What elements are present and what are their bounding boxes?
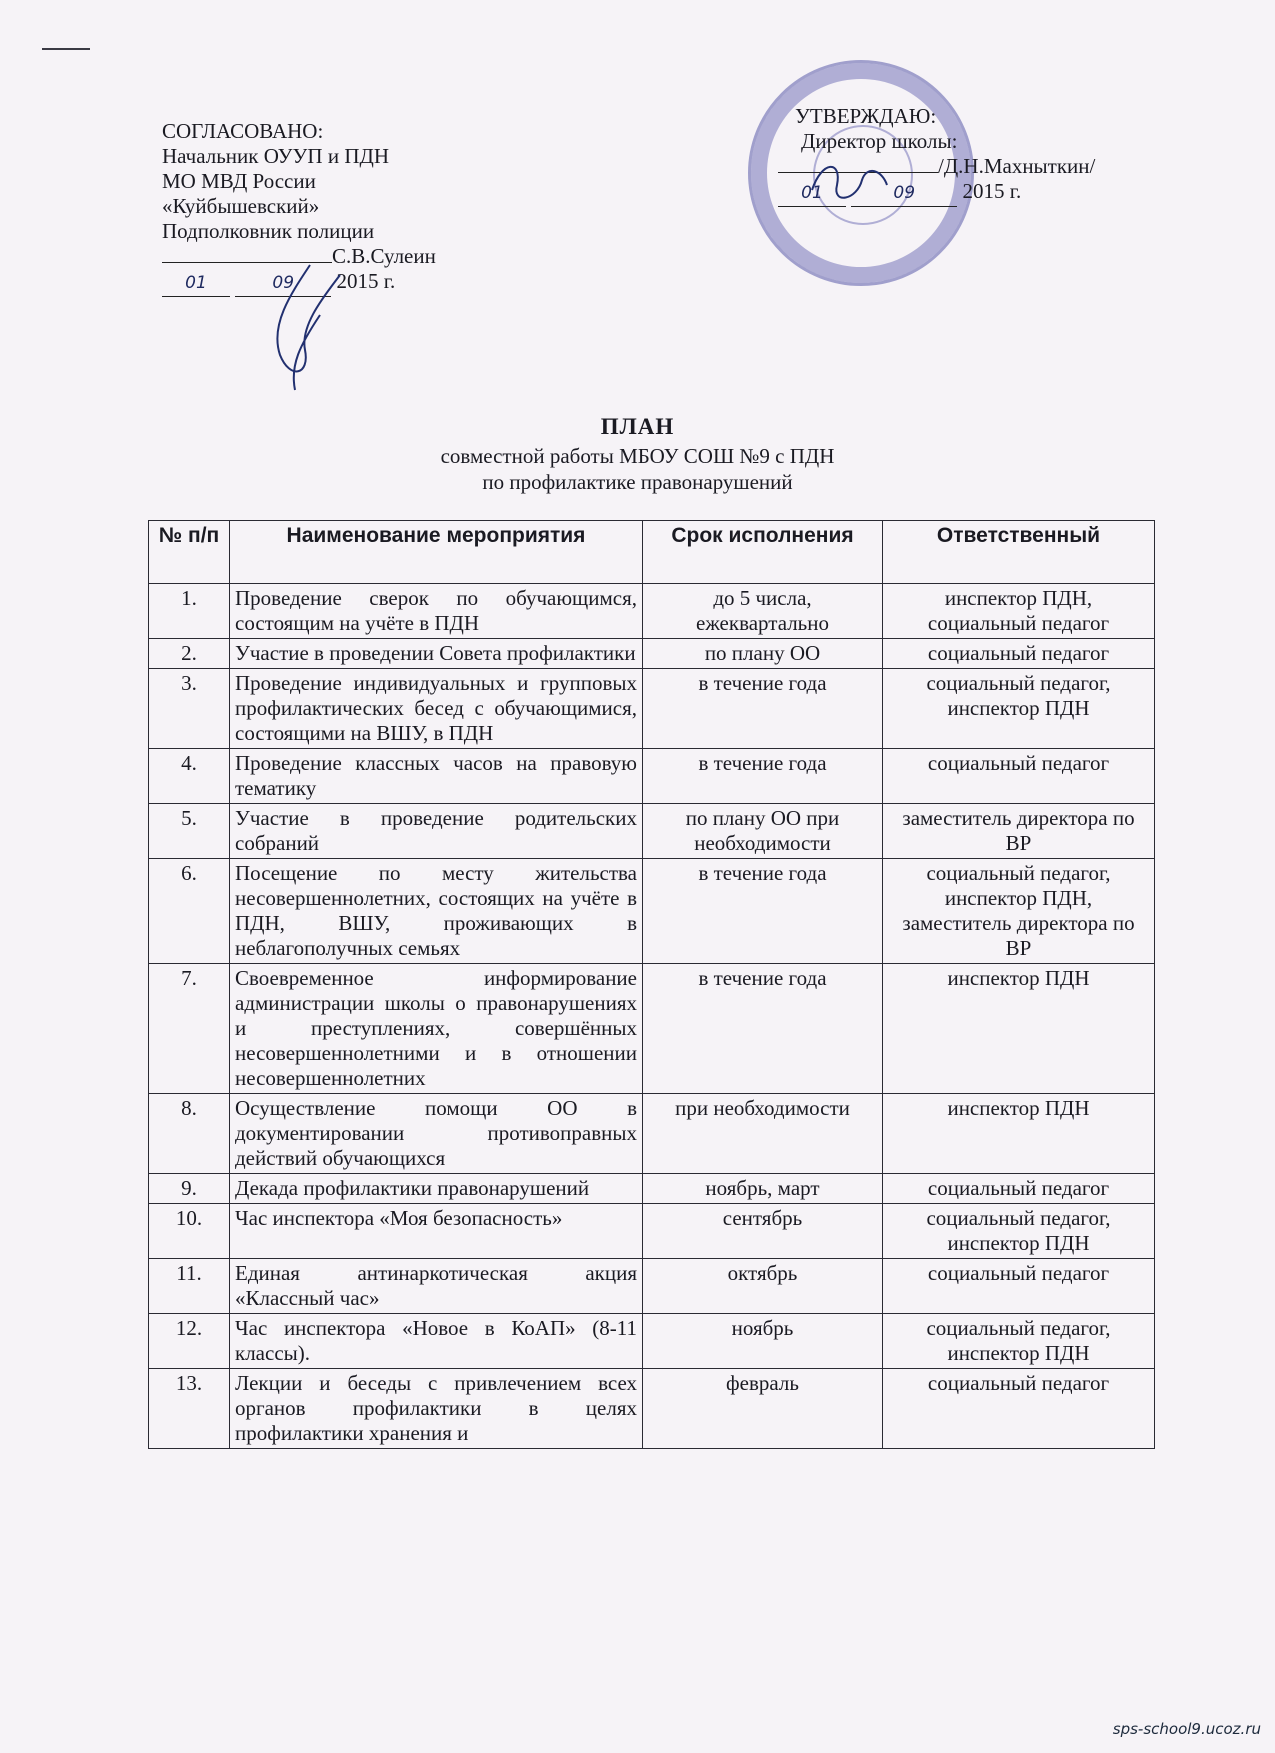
row-responsible: социальный педагог: [883, 639, 1155, 669]
plan-title: ПЛАН: [600, 414, 675, 439]
row-responsible: социальный педагог: [883, 1259, 1155, 1314]
row-number: 13.: [149, 1369, 230, 1449]
header-term: Срок исполнения: [643, 521, 883, 584]
row-event: Своевременное информирование администрации школы о правонарушениях и преступлениях, совершённых несовершеннолетними и в отношении несовершеннолетних: [230, 964, 643, 1094]
row-term: в течение года: [643, 749, 883, 804]
approved-line: Директор школы:: [801, 129, 958, 153]
table-row: [149, 1259, 1155, 1314]
approved-month: 09: [893, 183, 916, 203]
row-responsible: заместитель директора по ВР: [883, 804, 1155, 859]
table-row: [149, 639, 1155, 669]
approved-line: УТВЕРЖДАЮ:: [795, 104, 937, 128]
agreed-year: 2015 г.: [336, 269, 396, 293]
row-number: 9.: [149, 1174, 230, 1204]
row-term: ноябрь: [643, 1314, 883, 1369]
agreed-day: 01: [185, 273, 207, 293]
row-number: 3.: [149, 669, 230, 749]
row-event: Час инспектора «Новое в КоАП» (8-11 классы).: [230, 1314, 643, 1369]
row-responsible: инспектор ПДН, социальный педагог: [883, 584, 1155, 639]
row-term: по плану ОО при необходимости: [643, 804, 883, 859]
row-term: в течение года: [643, 859, 883, 964]
row-number: 6.: [149, 859, 230, 964]
row-number: 11.: [149, 1259, 230, 1314]
row-term: ноябрь, март: [643, 1174, 883, 1204]
row-responsible: социальный педагог, инспектор ПДН: [883, 669, 1155, 749]
site-watermark: sps-school9.ucoz.ru: [1112, 1720, 1261, 1738]
row-event: Лекции и беседы с привлечением всех органов профилактики в целях профилактики хранения и: [230, 1369, 643, 1449]
table-row: [149, 749, 1155, 804]
row-number: 12.: [149, 1314, 230, 1369]
table-row: [149, 1369, 1155, 1449]
row-event: Декада профилактики правонарушений: [230, 1174, 643, 1204]
header-responsible: Ответственный: [883, 521, 1155, 584]
table-row: [149, 804, 1155, 859]
table-row: [149, 1174, 1155, 1204]
table-row: [149, 1204, 1155, 1259]
table-row: [149, 584, 1155, 639]
table-row: [149, 964, 1155, 1094]
row-responsible: инспектор ПДН: [883, 1094, 1155, 1174]
row-number: 4.: [149, 749, 230, 804]
row-number: 7.: [149, 964, 230, 1094]
table-header-row: [149, 521, 1155, 584]
row-event: Осуществление помощи ОО в документировании противоправных действий обучающихся: [230, 1094, 643, 1174]
row-number: 2.: [149, 639, 230, 669]
row-event: Проведение индивидуальных и групповых профилактических бесед с обучающимися, состоящими на ВШУ, в ПДН: [230, 669, 643, 749]
row-term: февраль: [643, 1369, 883, 1449]
row-event: Посещение по месту жительства несовершеннолетних, состоящих на учёте в ПДН, ВШУ, проживающих в неблагополучных семьях: [230, 859, 643, 964]
table-row: [149, 669, 1155, 749]
row-term: октябрь: [643, 1259, 883, 1314]
row-responsible: социальный педагог, инспектор ПДН: [883, 1314, 1155, 1369]
approved-year: 2015 г.: [962, 179, 1022, 203]
plan-subtitle: по профилактике правонарушений: [482, 470, 793, 494]
row-responsible: социальный педагог: [883, 1174, 1155, 1204]
scan-mark: [42, 48, 90, 50]
row-event: Участие в проведении Совета профилактики: [230, 639, 643, 669]
row-responsible: социальный педагог, инспектор ПДН, заместитель директора по ВР: [883, 859, 1155, 964]
row-responsible: социальный педагог, инспектор ПДН: [883, 1204, 1155, 1259]
signature-right: [802, 150, 892, 220]
table-row: [149, 1314, 1155, 1369]
row-number: 8.: [149, 1094, 230, 1174]
row-responsible: инспектор ПДН: [883, 964, 1155, 1094]
plan-subtitle: совместной работы МБОУ СОШ №9 с ПДН: [440, 444, 835, 468]
row-event: Час инспектора «Моя безопасность»: [230, 1204, 643, 1259]
table-row: [149, 1094, 1155, 1174]
header-event: Наименование мероприятия: [230, 521, 643, 584]
agreed-line: Подполковник полиции: [162, 219, 375, 243]
table-row: [149, 859, 1155, 964]
row-event: Единая антинаркотическая акция «Классный час»: [230, 1259, 643, 1314]
row-term: в течение года: [643, 669, 883, 749]
row-event: Проведение классных часов на правовую тематику: [230, 749, 643, 804]
agreed-line: СОГЛАСОВАНО:: [162, 119, 324, 143]
header-number: № п/п: [149, 521, 230, 584]
signature-left: [250, 255, 360, 395]
agreed-line: «Куйбышевский»: [162, 194, 320, 218]
row-term: при необходимости: [643, 1094, 883, 1174]
row-term: по плану ОО: [643, 639, 883, 669]
row-number: 1.: [149, 584, 230, 639]
agreed-line: МО МВД России: [162, 169, 316, 193]
row-event: Участие в проведение родительских собраний: [230, 804, 643, 859]
row-number: 10.: [149, 1204, 230, 1259]
row-event: Проведение сверок по обучающимся, состоящим на учёте в ПДН: [230, 584, 643, 639]
row-number: 5.: [149, 804, 230, 859]
row-term: до 5 числа, ежеквартально: [643, 584, 883, 639]
plan-table: [148, 520, 1155, 1449]
approved-day: 01: [801, 183, 823, 203]
row-term: сентябрь: [643, 1204, 883, 1259]
row-responsible: социальный педагог: [883, 749, 1155, 804]
agreed-name: С.В.Сулеин: [332, 244, 436, 268]
agreed-line: Начальник ОУУП и ПДН: [162, 144, 389, 168]
row-term: в течение года: [643, 964, 883, 1094]
approved-name: /Д.Н.Махныткин/: [938, 154, 1096, 178]
agreed-month: 09: [272, 273, 295, 293]
row-responsible: социальный педагог: [883, 1369, 1155, 1449]
